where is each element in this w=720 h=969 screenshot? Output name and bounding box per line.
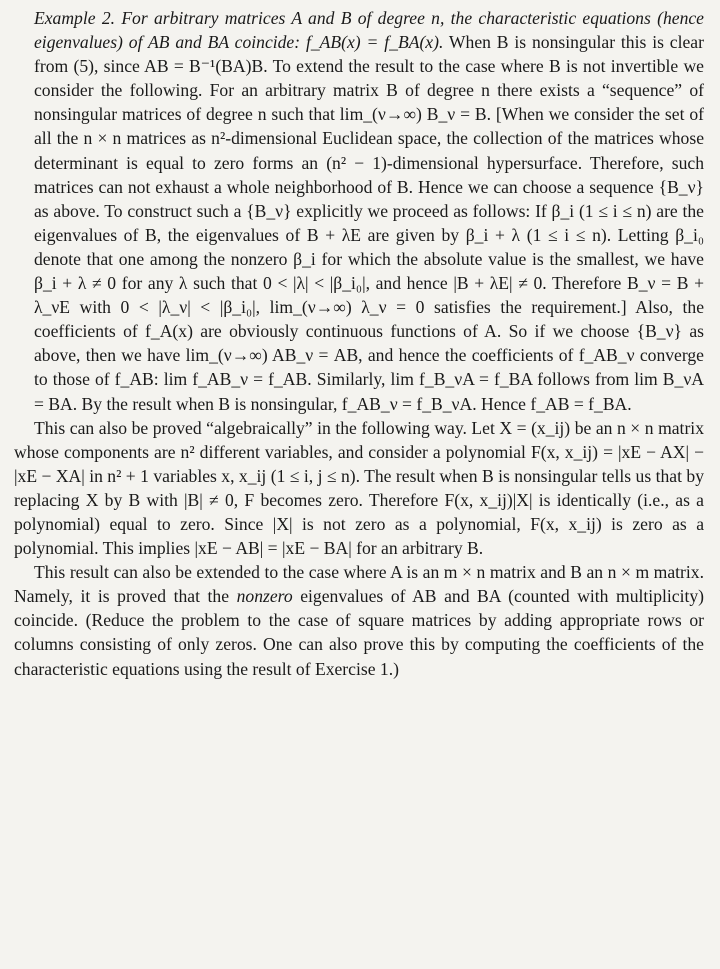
proof-text: When B is nonsingular this is clear from (5), since AB = B⁻¹(BA)B. To extend the result to the case where B is not invertible we consider the following. For an arbitrary matrix B of degree n there exists a “sequence” of nonsingular matrices of degree n such that lim_(ν→∞) B_ν = B. [When we consider the set of all the n × n matrices as n²-dimensional Euclidean space, the collection of the matrices whose determinant is equal to zero forms an (n² − 1)-dimensional hypersurface. Therefore, such matrices can not exhaust a whole neighborhood of B. Hence we can choose a sequence {B_ν} as above. To construct such a {B_ν} explicitly we proceed as follows: If β_i (1 ≤ i ≤ n) are the eigenvalues of B, the eigenvalues of B + λE are given by β_i + λ (1 ≤ i ≤ n). Letting β_i₀ denote that one among the nonzero β_i for which the absolute value is the smallest, we have β_i + λ ≠ 0 for any λ such that 0 < |λ| < |β_i₀|, and hence |B + λE| ≠ 0. Therefore B_ν = B + λ_νE with 0 < |λ_ν| < |β_i₀|, lim_(ν→∞) λ_ν = 0 satisfies the requirement.] Also, the coefficients of f_A(x) are obviously continuous functions of A. So if we choose {B_ν} as above, then we have lim_(ν→∞) AB_ν = AB, and hence the coefficients of f_AB_ν converge to those of f_AB: lim f_AB_ν = f_AB. Similarly, lim f_B_νA = f_BA follows from lim B_νA = BA. By the result when B is nonsingular, f_AB_ν = f_B_νA. Hence f_AB = f_BA.: [34, 32, 704, 414]
nonzero-emphasis: nonzero: [236, 586, 293, 607]
extension-text-before: This result can also be extended to the case where A is an m × n matrix and B an n × m matrix. Namely, it is proved that the: [14, 562, 704, 607]
theorem-statement: For arbitrary matrices A and B of degree n, the characteristic equations (hence eigenvalues) of AB and BA coincide: f_AB(x) = f_BA(x).: [34, 8, 704, 53]
paragraph-example-2: [14, 6, 704, 416]
paragraph-algebraic-proof: This can also be proved “algebraically” in the following way. Let X = (x_ij) be an n × n matrix whose components are n² different variables, and consider a polynomial F(x, x_ij) = |xE − AX| − |xE − XA| in n² + 1 variables x, x_ij (1 ≤ i, j ≤ n). The result when B is nonsingular tells us that by replacing X by B with |B| ≠ 0, F becomes zero. Therefore F(x, x_ij)|X| is identically (i.e., as a polynomial) equal to zero. Since |X| is not zero as a polynomial, F(x, x_ij) is zero as a polynomial. This implies |xE − AB| = |xE − BA| for an arbitrary B.: [14, 417, 704, 559]
extension-text-after: eigenvalues of AB and BA (counted with multiplicity) coincide. (Reduce the problem to the case of square matrices by adding appropriate rows or columns consisting of only zeros. One can also prove this by computing the coefficients of the characteristic equations using the result of Exercise 1.): [14, 586, 705, 679]
paragraph-extension: [14, 560, 704, 680]
example-label: Example 2.: [34, 8, 116, 28]
